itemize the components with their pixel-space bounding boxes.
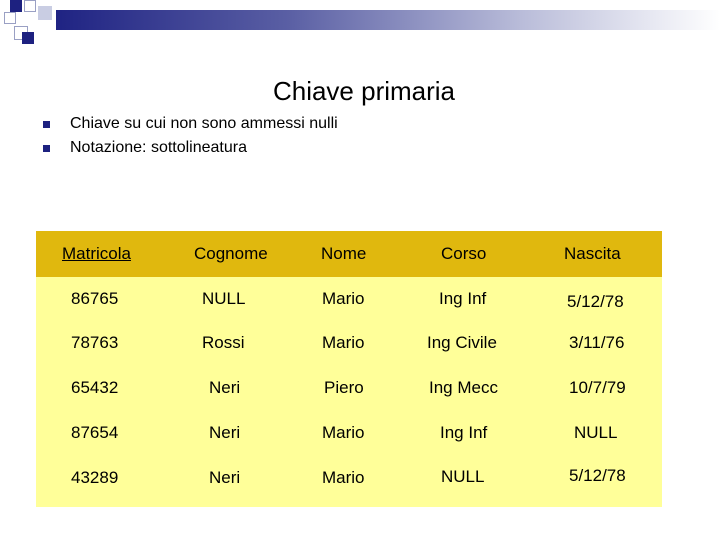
table-cell: 86765 bbox=[71, 289, 119, 308]
table-cell: NULL bbox=[202, 289, 246, 308]
bullet-item bbox=[43, 136, 338, 160]
table-cell: NULL bbox=[441, 467, 485, 486]
header-nome: Nome bbox=[321, 244, 367, 263]
table-cell: 87654 bbox=[71, 423, 119, 442]
bullet-item bbox=[43, 112, 338, 136]
table-cell: Mario bbox=[322, 423, 365, 442]
header-cognome: Cognome bbox=[194, 244, 268, 263]
table-cell: 78763 bbox=[71, 333, 119, 352]
header-corso: Corso bbox=[441, 244, 487, 263]
table-cell: Ing Mecc bbox=[429, 378, 498, 397]
table-cell: 3/11/76 bbox=[569, 333, 625, 352]
decor-square-dark bbox=[22, 32, 34, 44]
table-cell: 5/12/78 bbox=[567, 292, 624, 311]
decor-square-dark bbox=[10, 0, 22, 12]
bullet-text: Chiave su cui non sono ammessi nulli bbox=[70, 115, 338, 132]
table-cell: Neri bbox=[209, 423, 241, 442]
table-cell: Neri bbox=[209, 468, 241, 487]
table-cell: NULL bbox=[574, 423, 618, 442]
bullet-text: Notazione: sottolineatura bbox=[70, 139, 247, 156]
decor-square-outline bbox=[4, 12, 16, 24]
table-cell: Mario bbox=[322, 333, 365, 352]
slide-title: Chiave primaria bbox=[272, 76, 456, 106]
decor-square-light bbox=[38, 6, 52, 20]
square-bullet-icon bbox=[43, 145, 50, 152]
table-cell: 65432 bbox=[71, 378, 119, 397]
table-cell: 43289 bbox=[71, 468, 119, 487]
table-cell: Neri bbox=[209, 378, 241, 397]
table-cell: Mario bbox=[322, 289, 365, 308]
square-bullet-icon bbox=[43, 121, 50, 128]
table-cell: 5/12/78 bbox=[569, 466, 626, 485]
table-cell: Mario bbox=[322, 468, 365, 487]
table-cell: 10/7/79 bbox=[569, 378, 626, 397]
data-table bbox=[36, 231, 662, 507]
header-nascita: Nascita bbox=[564, 244, 621, 263]
header-gradient-banner bbox=[56, 10, 720, 30]
decor-square-outline bbox=[24, 0, 36, 12]
bullet-list bbox=[43, 112, 338, 160]
table-cell: Ing Inf bbox=[440, 423, 488, 442]
table-cell: Rossi bbox=[202, 333, 245, 352]
header-matricola: Matricola bbox=[62, 244, 131, 263]
table-cell: Ing Inf bbox=[439, 289, 487, 308]
table-cell: Piero bbox=[324, 378, 364, 397]
table-cell: Ing Civile bbox=[427, 333, 497, 352]
